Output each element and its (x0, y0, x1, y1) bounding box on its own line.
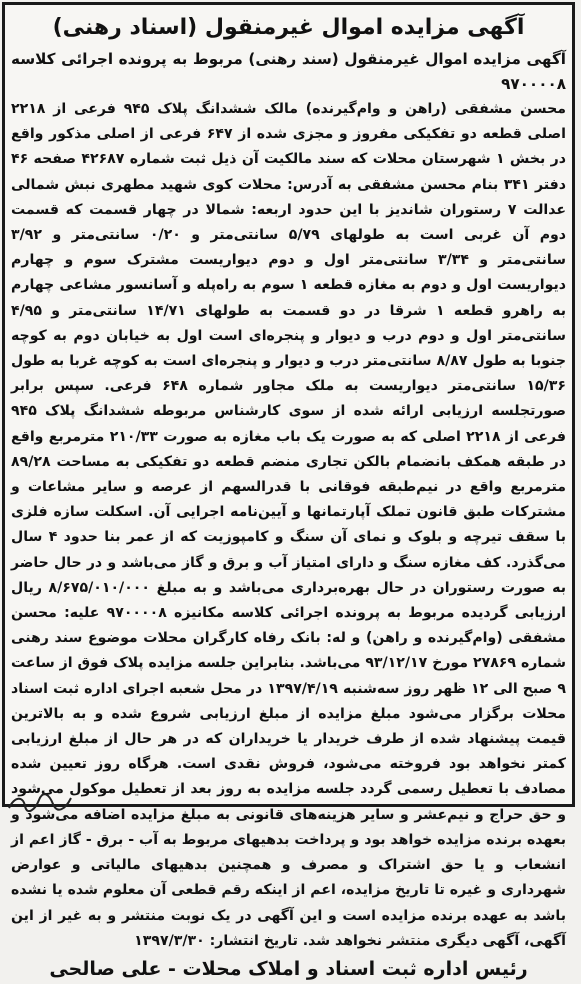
notice-frame (2, 2, 575, 980)
notice-signature: رئیس اداره ثبت اسناد و املاک محلات - علی صالحی (49, 957, 528, 980)
notice-body: محسن مشفقی (راهن و وام‌گیرنده) مالک ششدانگ پلاک ۹۴۵ فرعی از ۲۲۱۸ اصلی قطعه دو تفکیکی مفروز و مجزی شده از ۶۴۷ فرعی از اصلی مذکور واقع در بخش ۱ شهرستان محلات که سند مالکیت آن ذیل ثبت شماره ۴۲۶۸۷ صفحه ۴۶ دفتر ۳۴۱ بنام محسن مشفقی به آدرس: محلات کوی شهید مطهری نبش شمالی عدالت ۷ رستوران شاندیز با این حدود اربعه: شمالا در چهار قسمت که قسمت دوم آن غربی است به طولهای ۵/۷۹ سانتی‌متر و ۰/۲۰ سانتی‌متر و ۳/۹۲ سانتی‌متر و ۳/۳۴ سانتی‌متر اول و دوم دیواریست مشترک سوم و چهارم دیواریست اول و دوم به مغازه قطعه ۱ سوم به راه‌پله و آسانسور مشاعی چهارم به راهرو قطعه ۱ شرقا در دو قسمت به طولهای ۱۴/۷۱ سانتی‌متر و ۴/۹۵ سانتی‌متر اول و دوم درب و دیوار و پنجره‌ای است اول به خیابان دوم به کوچه جنوبا به طول ۸/۸۷ سانتی‌متر درب و دیوار و پنجره‌ای است به کوچه غربا به طول ۱۵/۳۶ سانتی‌متر دیواریست به ملک مجاور شماره ۶۴۸ فرعی. سپس برابر صورتجلسه ارزیابی ارائه شده از سوی کارشناس مربوطه ششدانگ پلاک ۹۴۵ فرعی از ۲۲۱۸ اصلی که به صورت یک باب مغازه به صورت ۲۱۰/۳۳ مترمربع واقع در طبقه همکف بانضمام بالکن تجاری منضم قطعه دو تفکیکی به مساحت ۸۹/۲۸ مترمربع واقع در نیم‌طبقه فوقانی با قدرالسهم از عرصه و سایر مشاعات و مشترکات طبق قانون تملک آپارتمانها و آیین‌نامه اجرایی آن. اسکلت سازه فلزی با سقف تیرچه و بلوک و نمای آن سنگ و کامپوزیت که از عمر بنا حدود ۴ سال می‌گذرد. کف مغازه سنگ و دارای امتیاز آب و برق و گاز می‌باشد و در حال حاضر به صورت رستوران در حال بهره‌برداری می‌باشد و به مبلغ ۸/۶۷۵/۰۱۰/۰۰۰ ریال ارزیابی گردیده مربوط به پرونده اجرائی کلاسه مکانیزه ۹۷۰۰۰۰۸ علیه: محسن مشفقی (وام‌گیرنده و راهن) و له: بانک رفاه کارگران محلات موضوع سند رهنی شماره ۲۷۸۶۹ مورخ ۹۳/۱۲/۱۷ می‌باشد. بنابراین جلسه مزایده پلاک فوق از ساعت ۹ صبح الی ۱۲ ظهر روز سه‌شنبه ۱۳۹۷/۴/۱۹ در محل شعبه اجرای اداره ثبت اسناد محلات برگزار می‌شود مبلغ مزایده از مبلغ ارزیابی شروع شده و به بالاترین قیمت پیشنهاد شده از طرف خریدار یا خریداران که در هر حال از مبلغ ارزیابی کمتر نخواهد بود فروخته می‌شود، فروش نقدی است. هرگاه روز تعیین شده مصادف با تعطیل رسمی گردد جلسه مزایده به روز بعد از تعطیل موکول می‌شود و حق حراج و نیم‌عشر و سایر هزینه‌های قانونی به مبلغ مزایده اضافه می‌شود و بعهده برنده مزایده خواهد بود و پرداخت بدهیهای مربوط به آب - برق - گاز اعم از انشعاب و یا حق اشتراک و مصرف و همچنین بدهیهای مالیاتی و عوارض شهرداری و غیره تا تاریخ مزایده، اعم از اینکه رقم قطعی آن معلوم شده یا نشده باشد به عهده برنده مزایده است و این آگهی در یک نوبت منتشر و به غیر از این آگهی، آگهی دیگری منتشر نخواهد شد. تاریخ انتشار: ۱۳۹۷/۳/۳۰ (11, 101, 567, 949)
handwritten-mark-icon (5, 792, 85, 812)
notice-title: آگهی مزایده اموال غیرمنقول (اسناد رهنی) (52, 15, 525, 40)
notice-subtitle: آگهی مزایده اموال غیرمنقول (سند رهنی) مربوط به پرونده اجرائی کلاسه ۹۷۰۰۰۰۸ (11, 50, 566, 93)
notice-content (11, 9, 567, 980)
